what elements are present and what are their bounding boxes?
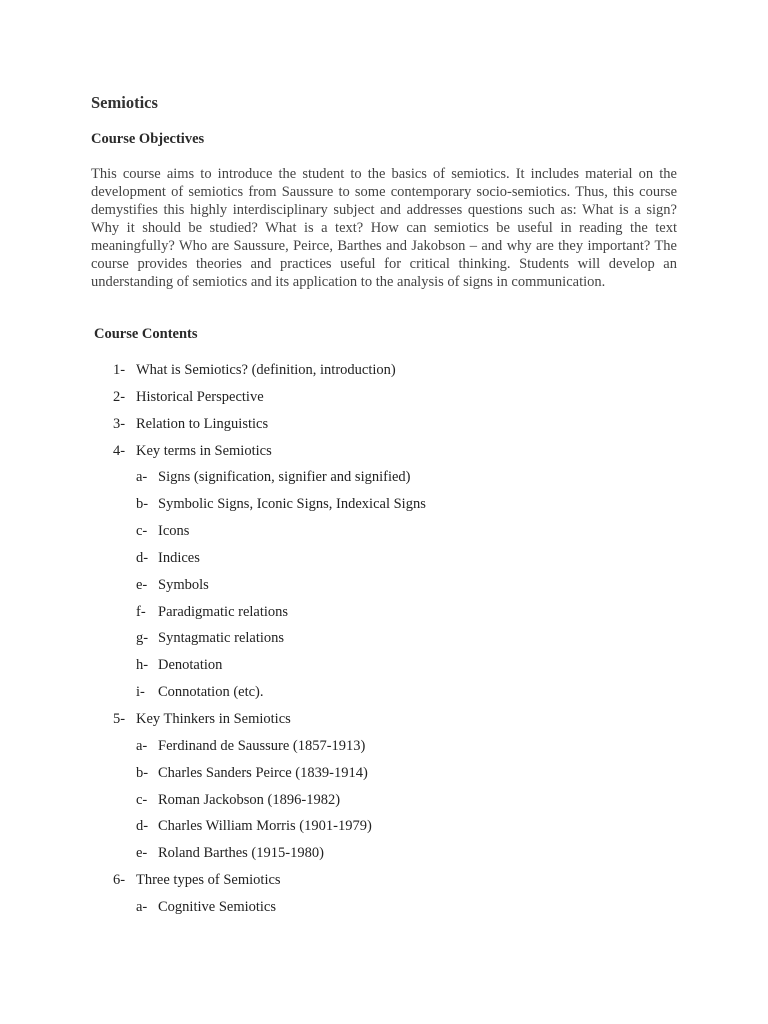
list-item bbox=[0, 601, 768, 628]
list-item-label: Symbols bbox=[158, 576, 209, 593]
list-item-label: Key terms in Semiotics bbox=[136, 442, 272, 459]
list-item bbox=[0, 440, 768, 467]
list-item-label: What is Semiotics? (definition, introduction) bbox=[136, 362, 396, 378]
contents-heading: Course Contents bbox=[94, 326, 198, 342]
objectives-heading: Course Objectives bbox=[91, 131, 205, 147]
list-item-label: Charles Sanders Peirce (1839-1914) bbox=[158, 764, 368, 781]
document-title: Semiotics bbox=[91, 93, 158, 112]
list-item bbox=[0, 815, 768, 842]
list-item-marker: f- bbox=[136, 603, 146, 620]
list-item-label: Charles William Morris (1901-1979) bbox=[158, 818, 372, 835]
list-item bbox=[0, 762, 768, 789]
list-item-marker: d- bbox=[136, 818, 149, 835]
list-item-label: Icons bbox=[158, 523, 190, 540]
list-item bbox=[0, 842, 768, 869]
course-contents-list bbox=[0, 359, 768, 923]
list-item-marker: b- bbox=[136, 764, 149, 781]
list-item-marker: 6- bbox=[113, 872, 126, 889]
list-item bbox=[0, 493, 768, 520]
list-item-label: Cognitive Semiotics bbox=[158, 898, 277, 915]
list-item bbox=[0, 789, 768, 816]
list-item-marker: 2- bbox=[113, 388, 126, 405]
list-item-label: Signs (signification, signifier and signified) bbox=[158, 469, 411, 486]
list-item-label: Historical Perspective bbox=[136, 388, 264, 405]
list-item-marker: 1- bbox=[113, 362, 126, 378]
list-item-marker: g- bbox=[136, 630, 149, 647]
list-item-marker: e- bbox=[136, 845, 148, 862]
list-item bbox=[0, 574, 768, 601]
list-item-marker: b- bbox=[136, 496, 149, 513]
list-item bbox=[0, 627, 768, 654]
list-item-label: Denotation bbox=[158, 657, 223, 674]
objectives-paragraph: This course aims to introduce the student to the basics of semiotics. It includes material on the development of semiotics from Saussure to some contemporary socio-semiotics. Thus, this course demystifies this highly interdisciplinary subject and addresses questions such as: What is a sign? Why it should be studied? What is a text? How can semiotics be useful in reading the text meaningfully? Who are Saussure, Peirce, Barthes and Jakobson – and why are they important? The course provides theories and practices useful for critical thinking. Students will develop an understanding of semiotics and its application to the analysis of signs in communication. bbox=[91, 166, 677, 290]
list-item-marker: d- bbox=[136, 549, 149, 566]
list-item-marker: 4- bbox=[113, 442, 126, 459]
list-item-label: Relation to Linguistics bbox=[136, 415, 269, 432]
list-item-marker: a- bbox=[136, 898, 148, 915]
list-item-marker: a- bbox=[136, 737, 148, 754]
list-item bbox=[0, 708, 768, 735]
list-item bbox=[0, 413, 768, 440]
list-item-label: Key Thinkers in Semiotics bbox=[136, 710, 291, 727]
list-item-marker: a- bbox=[136, 469, 148, 486]
list-item-label: Symbolic Signs, Iconic Signs, Indexical Signs bbox=[158, 496, 426, 513]
list-item bbox=[0, 681, 768, 708]
list-item-label: Paradigmatic relations bbox=[158, 603, 289, 620]
list-item-marker: i- bbox=[136, 684, 145, 701]
list-item bbox=[0, 547, 768, 574]
list-item-label: Three types of Semiotics bbox=[136, 872, 281, 889]
list-item-label: Connotation (etc). bbox=[158, 684, 264, 701]
list-item-label: Ferdinand de Saussure (1857-1913) bbox=[158, 737, 366, 754]
list-item-label: Roland Barthes (1915-1980) bbox=[158, 845, 324, 862]
list-item-marker: h- bbox=[136, 657, 149, 674]
list-item bbox=[0, 869, 768, 896]
list-item bbox=[0, 520, 768, 547]
list-item bbox=[0, 896, 768, 923]
list-item-label: Roman Jackobson (1896-1982) bbox=[158, 791, 341, 808]
list-item-marker: e- bbox=[136, 576, 148, 593]
list-item-label: Syntagmatic relations bbox=[158, 630, 285, 647]
list-item bbox=[0, 466, 768, 493]
list-item-label: Indices bbox=[158, 549, 200, 566]
list-item bbox=[0, 654, 768, 681]
list-item bbox=[0, 735, 768, 762]
list-item-marker: c- bbox=[136, 791, 148, 808]
list-item-marker: 5- bbox=[113, 710, 126, 727]
list-item bbox=[0, 386, 768, 413]
list-item bbox=[0, 359, 768, 386]
list-item-marker: c- bbox=[136, 523, 148, 540]
list-item-marker: 3- bbox=[113, 415, 126, 432]
